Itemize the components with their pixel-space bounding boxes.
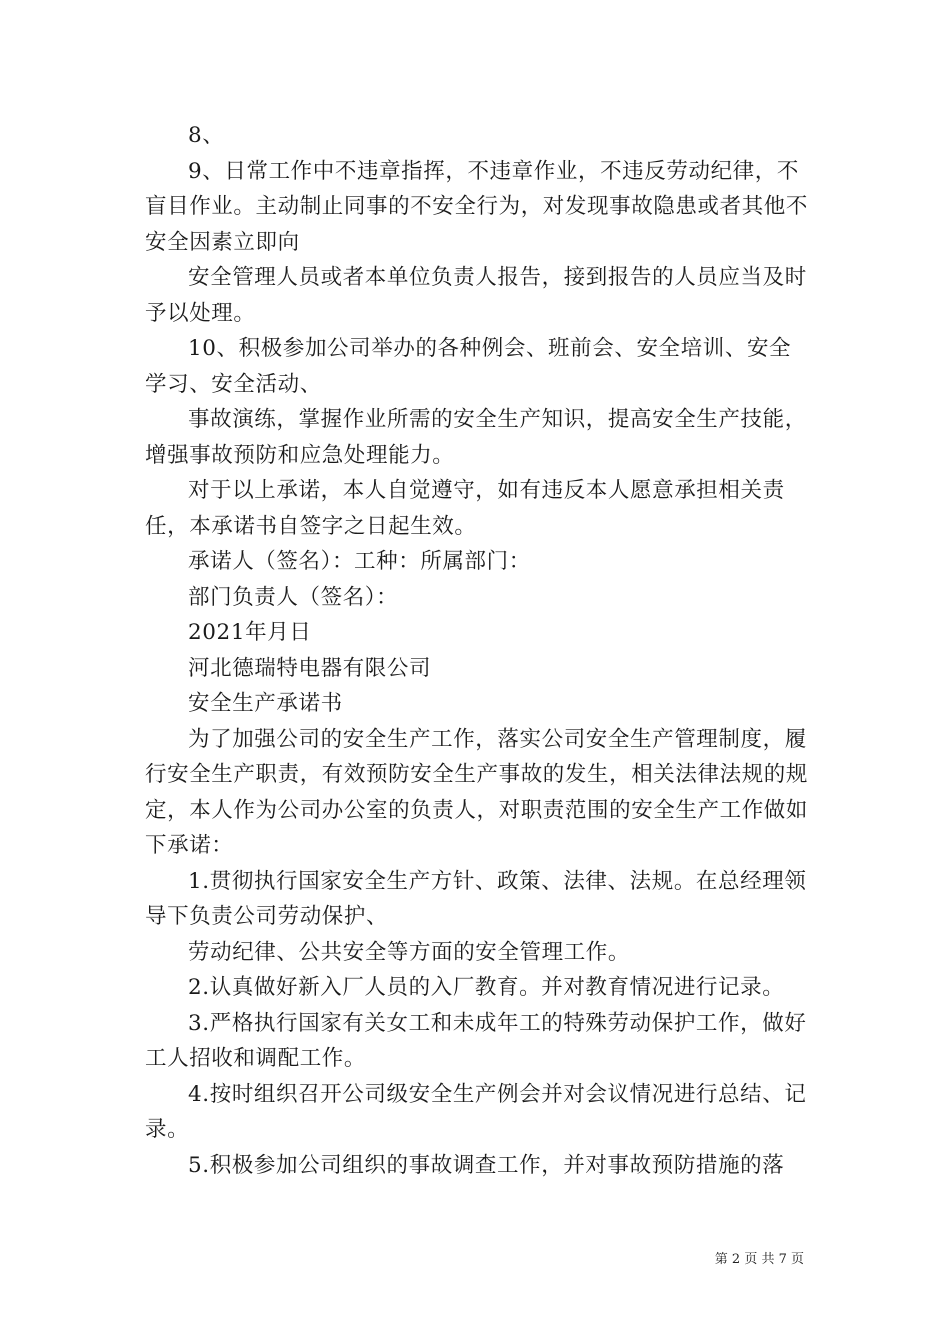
- paragraph: 2.认真做好新入厂人员的入厂教育。并对教育情况进行记录。: [188, 975, 785, 1000]
- paragraph: 事故演练，掌握作业所需的安全生产知识，提高安全生产技能，增强事故预防和应急处理能力。: [145, 407, 807, 468]
- paragraph: 1.贯彻执行国家安全生产方针、政策、法律、法规。在总经理领导下负责公司劳动保护、: [145, 868, 807, 929]
- signature-line: 部门负责人（签名）：: [188, 584, 399, 610]
- company-name: 河北德瑞特电器有限公司: [188, 655, 432, 681]
- paragraph: 4.按时组织召开公司级安全生产例会并对会议情况进行总结、记录。: [145, 1081, 807, 1142]
- paragraph: 为了加强公司的安全生产工作，落实公司安全生产管理制度，履行安全生产职责，有效预防安全生产事故的发生，相关法律法规的规定，本人作为公司办公室的负责人，对职责范围的安全生产工作做如下承诺：: [145, 726, 809, 858]
- signature-line: 承诺人（签名）：工种：所属部门：: [188, 549, 531, 574]
- paragraph: 劳动纪律、公共安全等方面的安全管理工作。: [188, 939, 631, 965]
- paragraph: 8、: [188, 123, 225, 148]
- section-title: 安全生产承诺书: [188, 691, 343, 716]
- paragraph: 9、日常工作中不违章指挥，不违章作业，不违反劳动纪律，不盲目作业。主动制止同事的不安全行为，对发现事故隐患或者其他不安全因素立即向: [145, 158, 809, 255]
- document-body: [145, 118, 810, 1183]
- paragraph: 对于以上承诺，本人自觉遵守，如有违反本人愿意承担相关责任，本承诺书自签字之日起生效。: [145, 478, 785, 539]
- page-number: 第 2 页 共 7 页: [714, 1252, 804, 1267]
- paragraph: 3.严格执行国家有关女工和未成年工的特殊劳动保护工作，做好工人招收和调配工作。: [145, 1010, 807, 1071]
- date-line: 2021年月日: [188, 620, 312, 645]
- paragraph: 安全管理人员或者本单位负责人报告，接到报告的人员应当及时予以处理。: [145, 265, 807, 326]
- paragraph: 10、积极参加公司举办的各种例会、班前会、安全培训、安全学习、安全活动、: [145, 336, 792, 397]
- paragraph: 5.积极参加公司组织的事故调查工作，并对事故预防措施的落: [188, 1152, 785, 1178]
